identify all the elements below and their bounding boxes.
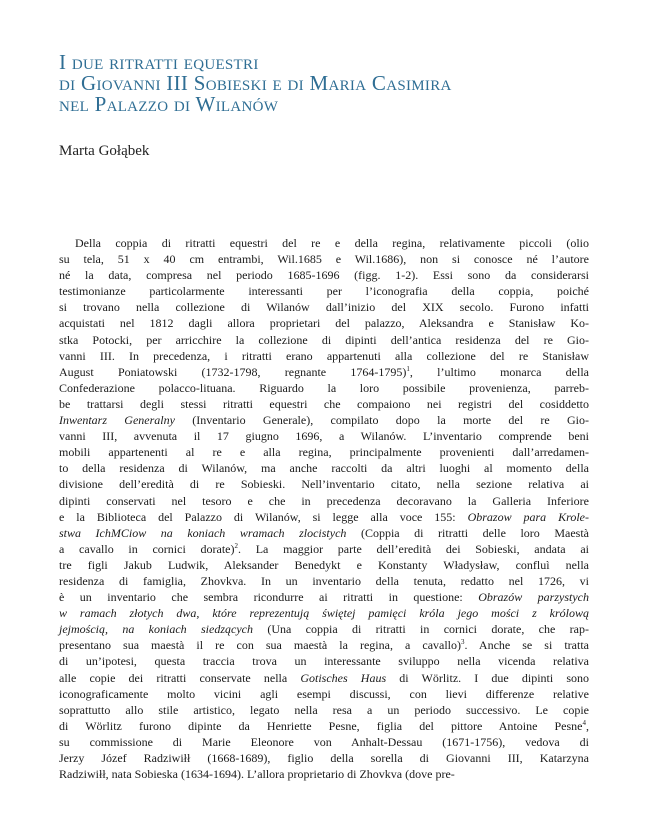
text-run: su commissione di Marie Eleonore von Anhalt-Dessau (1671-1756), vedova di — [59, 734, 589, 749]
text-run: Radziwiłł, nata Sobieska (1634-1694). L’allora proprietario di Zhovkva (dove pre- — [59, 767, 455, 782]
text-run: be trattarsi degli stessi ritratti equestri che compaiono nei registri del cosiddetto — [59, 396, 589, 411]
body-line — [59, 364, 589, 380]
text-run: di Wörlitz. I due dipinti sono — [386, 670, 589, 685]
text-run: soprattutto allo stile artistico, legato nella resa a un periodo successivo. Le copie — [59, 702, 589, 717]
text-run: vanni III. In precedenza, i ritratti erano appartenuti alla collezione del re Stanisław — [59, 348, 589, 363]
italic-text: Obrazów parzystych — [478, 590, 589, 605]
text-run: . Anche se si tratta — [464, 638, 589, 653]
text-run: , l’ultimo monarca della — [409, 364, 589, 379]
footnote-marker: 3 — [461, 638, 465, 647]
text-run: vanni III, avvenuta il 17 giugno 1696, a Wilanów. L’inventario comprende beni — [59, 429, 589, 444]
title-line-3: nel Palazzo di Wilanów — [59, 92, 279, 116]
body-line — [59, 621, 589, 637]
italic-text: Inwentarz Generalny — [59, 413, 175, 428]
body-line — [59, 396, 589, 412]
text-run: dipinti conservati nel tesoro e che in precedenza decoravano la Galleria Inferiore — [59, 493, 589, 508]
footnote-marker: 2 — [234, 541, 238, 550]
body-line — [59, 589, 589, 605]
body-line — [59, 251, 589, 267]
italic-text: Gotisches Haus — [300, 670, 387, 685]
body-line — [59, 428, 589, 444]
body-line — [59, 750, 589, 766]
text-run: (Inventario Generale), compilato dopo la morte del re Gio- — [174, 413, 589, 428]
footnote-marker: 4 — [582, 718, 586, 727]
italic-text: w ramach złotych dwa, które reprezentują świętej pamięci króla jego mości z królową — [59, 606, 589, 621]
text-run: . La maggior parte dell’eredità dei Sobieski, andata ai — [238, 541, 590, 556]
italic-text: Obrazow para Krole- — [467, 509, 589, 524]
text-run: Jerzy Józef Radziwiłł (1668-1689), figlio della sorella di Giovanni III, Katarzyna — [59, 751, 589, 765]
italic-text: jejmością, na koniach siedzących — [59, 622, 253, 637]
body-line — [59, 573, 589, 589]
text-run: August Poniatowski (1732-1798, regnante 1764-1795) — [59, 364, 407, 379]
body-line — [59, 332, 589, 348]
body-line — [59, 460, 589, 476]
body-line — [59, 283, 589, 299]
text-run: tre figli Jakub Ludwik, Aleksander Benedykt e Konstanty Władysław, confluì nella — [59, 557, 589, 572]
text-run: residenza di famiglia, Zhovkva. In un inventario della tenuta, redatto nel 1726, vi — [59, 573, 589, 588]
text-run: su tela, 51 x 40 cm entrambi, Wil.1685 e Wil.1686), non si conosce né l’autore — [59, 252, 589, 267]
body-line — [59, 235, 589, 251]
body-line — [59, 315, 589, 331]
text-run: presentano sua maestà il re con sua maestà la regina, a cavallo) — [59, 638, 462, 653]
text-run: , — [586, 718, 589, 733]
text-run: acquistati nel 1812 dagli allora proprietari del palazzo, Aleksandra e Stanisław Ko- — [59, 316, 589, 331]
text-run: Confederazione polacco-lituana. Riguardo la loro possibile provenienza, parreb- — [59, 380, 589, 395]
text-run: è un inventario che sembra ricondurre ai ritratti in questione: — [59, 590, 479, 605]
text-run: alle copie dei ritratti conservate nella — [59, 670, 301, 685]
body-line — [59, 653, 589, 669]
body-line — [59, 605, 589, 621]
title-line-2: di Giovanni III Sobieski e di Maria Casimira — [59, 71, 452, 95]
text-run: testimonianze particolarmente interessanti per l’iconografia della coppia, poiché — [59, 284, 589, 299]
text-run: né la data, compresa nel periodo 1685-1696 (figg. 1-2). Essi sono da considerarsi — [59, 268, 589, 283]
body-line — [59, 267, 589, 283]
text-run: mobili appartenenti al re e alla regina, principalmente provenienti dall’arredamen- — [59, 445, 589, 460]
body-line — [59, 734, 589, 750]
body-line — [59, 525, 589, 541]
text-run: (Coppia di ritratti delle loro Maestà — [346, 525, 589, 540]
body-line — [59, 493, 589, 509]
body-line — [59, 380, 589, 396]
chapter-title — [59, 52, 619, 115]
body-line — [59, 670, 589, 686]
italic-text: stwa IchMCiow na koniach wramach zlocistych — [59, 525, 347, 540]
text-run: a cavallo in cornici dorate) — [59, 541, 235, 556]
author-name: Marta Gołąbek — [59, 143, 150, 159]
body-line — [59, 541, 589, 557]
body-line — [59, 412, 589, 428]
text-run: Della coppia di ritratti equestri del re e della regina, relativamente piccoli (olio — [75, 236, 589, 250]
body-line — [59, 348, 589, 364]
body-text — [59, 235, 589, 782]
body-line — [59, 299, 589, 315]
text-run: to della residenza di Wilanów, ma anche raccolti da altri luoghi al momento della — [59, 461, 589, 476]
text-run: stka Potocki, per arricchire la collezione di dipinti dell’antica residenza del re Gio- — [59, 332, 589, 347]
body-line — [59, 509, 589, 525]
body-line — [59, 557, 589, 573]
text-run: e la Biblioteca del Palazzo di Wilanów, si legge alla voce 155: — [59, 509, 468, 524]
body-line — [59, 476, 589, 492]
body-line — [59, 637, 589, 653]
body-line — [59, 444, 589, 460]
body-line — [59, 766, 589, 782]
text-run: si trovano nella collezione di Wilanów dall’inizio del XIX secolo. Furono infatti — [59, 300, 589, 315]
body-line — [59, 686, 589, 702]
text-run: iconograficamente molto vicini agli esempi discussi, con lievi differenze relative — [59, 686, 589, 701]
body-line — [59, 702, 589, 718]
footnote-marker: 1 — [406, 364, 410, 373]
title-line-1: I due ritratti equestri — [59, 50, 259, 74]
body-line — [59, 718, 589, 734]
text-run: divisione dell’eredità di re Sobieski. Nell’inventario citato, nella sezione relativa ai — [59, 477, 589, 492]
text-run: (Una coppia di ritratti in cornici dorate, che rap- — [253, 622, 589, 637]
text-run: di un’ipotesi, questa traccia trova un interessante sviluppo nella vicenda relativa — [59, 654, 589, 669]
text-run: di Wörlitz furono dipinte da Henriette Pesne, figlia del pittore Antoine Pesne — [59, 718, 583, 733]
